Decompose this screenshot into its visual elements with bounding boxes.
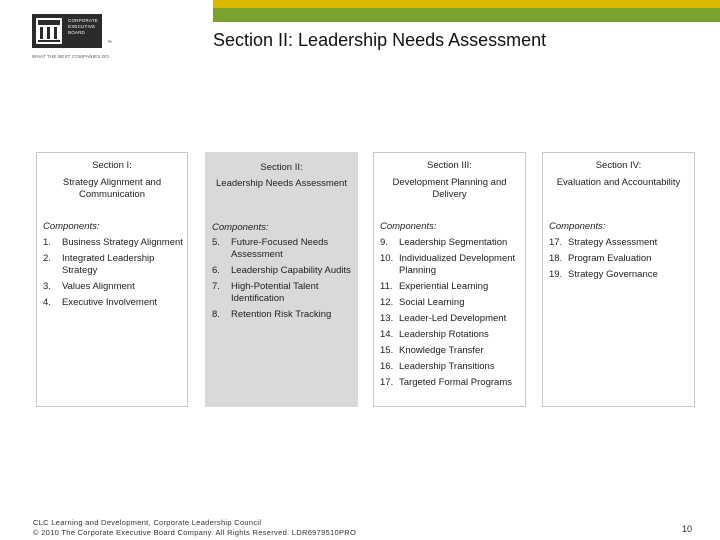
list-item: 6. Leadership Capability Audits: [212, 265, 351, 276]
list-item: 12. Social Learning: [380, 297, 465, 308]
list-item: 19. Strategy Governance: [549, 269, 658, 280]
components-list: [549, 237, 690, 285]
section-subtitle: Leadership Needs Assessment: [216, 178, 347, 189]
components-label: Components:: [43, 221, 100, 232]
page-number: 10: [682, 524, 693, 534]
section-heading: Section III:: [427, 160, 472, 171]
logo-wordmark: CORPORATE EXECUTIVE BOARD: [68, 18, 98, 35]
logo-trademark: ™: [107, 40, 112, 46]
section-heading: Section II:: [260, 162, 303, 173]
list-item: 5. Future-Focused Needs Assessment: [212, 237, 329, 260]
footer-copyright: [33, 518, 356, 538]
list-item: 13. Leader-Led Development: [380, 313, 507, 324]
section-subtitle: Development Planning and Delivery: [392, 177, 507, 200]
logo-tagline: WHAT THE BEST COMPANIES DO: [32, 54, 110, 59]
list-item: 18. Program Evaluation: [549, 253, 652, 264]
list-item: 3. Values Alignment: [43, 281, 135, 292]
list-item: 14. Leadership Rotations: [380, 329, 489, 340]
footer-line-2: © 2010 The Corporate Executive Board Company. All Rights Reserved. LDR6979510PRO: [33, 528, 357, 537]
list-item: 16. Leadership Transitions: [380, 361, 495, 372]
section-subtitle: Strategy Alignment and Communication: [62, 177, 162, 200]
list-item: 10. Individualized Development Planning: [380, 253, 516, 276]
header-band-gold: [213, 0, 720, 8]
list-item: 1. Business Strategy Alignment: [43, 237, 183, 248]
list-item: 9. Leadership Segmentation: [380, 237, 508, 248]
list-item: 17. Targeted Formal Programs: [380, 377, 512, 388]
header-band-green: [213, 8, 720, 22]
list-item: 15. Knowledge Transfer: [380, 345, 484, 356]
components-label: Components:: [549, 221, 606, 232]
list-item: 2. Integrated Leadership Strategy: [43, 253, 155, 276]
section-heading: Section I:: [92, 160, 132, 171]
components-list: [212, 237, 353, 325]
section-1-panel: [36, 152, 188, 407]
footer-line-1: CLC Learning and Development, Corporate Leadership Council: [33, 518, 262, 527]
section-4-panel: [542, 152, 695, 407]
list-item: 17. Strategy Assessment: [549, 237, 658, 248]
components-list: [43, 237, 183, 313]
section-3-panel: [373, 152, 526, 407]
section-heading: Section IV:: [595, 160, 642, 171]
company-logo: [32, 14, 112, 62]
section-2-panel: [205, 152, 358, 407]
list-item: 11. Experiential Learning: [380, 281, 489, 292]
list-item: 7. High-Potential Talent Identification: [212, 281, 319, 304]
components-list: [380, 237, 521, 393]
list-item: 8. Retention Risk Tracking: [212, 309, 332, 320]
components-label: Components:: [212, 222, 269, 233]
section-subtitle: Evaluation and Accountability: [556, 177, 681, 188]
components-label: Components:: [380, 221, 437, 232]
logo-box: [32, 14, 102, 48]
building-icon: [36, 18, 62, 44]
page-title: Section II: Leadership Needs Assessment: [213, 30, 547, 50]
list-item: 4. Executive Involvement: [43, 297, 158, 308]
